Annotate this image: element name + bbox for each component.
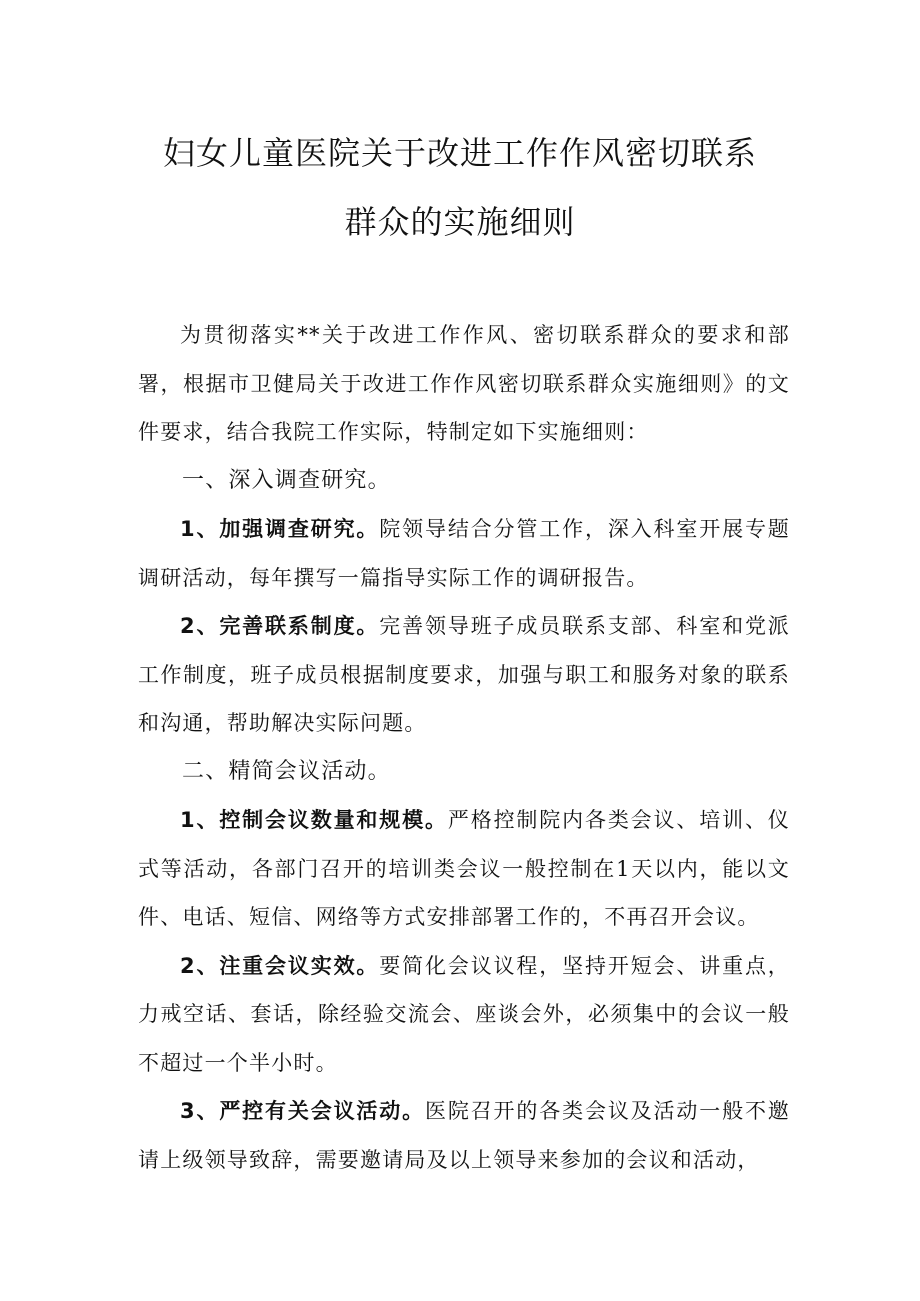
section-2-item-1 [138, 796, 790, 942]
item-lead: 1、加强调查研究。 [180, 517, 380, 541]
item-text: 院领导结合分管工作，深入科室开展专题调研活动，每年撰写一篇指导实际工作的调研报告。 [138, 517, 790, 590]
item-lead: 2、注重会议实效。 [180, 953, 380, 978]
section-2-heading: 二、精简会议活动。 [182, 758, 391, 784]
item-text: 要简化会议议程，坚持开短会、讲重点，力戒空话、套话，除经验交流会、座谈会外，必须集中的会议一般不超过一个半小时。 [138, 953, 790, 1075]
section-1-item-1 [138, 505, 790, 602]
document-title-line-1: 妇女儿童医院关于改进工作作风密切联系 [162, 134, 757, 172]
section-2-item-2 [138, 942, 790, 1088]
document-title-line-2: 群众的实施细则 [344, 203, 576, 241]
item-lead: 2、完善联系制度。 [180, 614, 380, 638]
item-text: 完善领导班子成员联系支部、科室和党派工作制度，班子成员根据制度要求，加强与职工和服务对象的联系和沟通，帮助解决实际问题。 [138, 614, 790, 735]
item-text: 医院召开的各类会议及活动一般不邀请上级领导致辞，需要邀请局及以上领导来参加的会议和活动， [138, 1099, 790, 1172]
document-body [138, 311, 790, 1184]
item-lead: 3、严控有关会议活动。 [180, 1099, 425, 1123]
section-1-item-2 [138, 602, 790, 748]
item-lead: 1、控制会议数量和规模。 [180, 808, 448, 832]
item-text: 严格控制院内各类会议、培训、仪式等活动，各部门召开的培训类会议一般控制在1天以内，能以文件、电话、短信、网络等方式安排部署工作的，不再召开会议。 [138, 808, 791, 929]
intro-paragraph: 为贯彻落实**关于改进工作作风、密切联系群众的要求和部署，根据市卫健局关于改进工作作风密切联系群众实施细则》的文件要求，结合我院工作实际，特制定如下实施细则： [138, 323, 790, 444]
section-1-heading: 一、深入调查研究。 [182, 467, 391, 493]
section-2-item-3 [138, 1087, 790, 1184]
